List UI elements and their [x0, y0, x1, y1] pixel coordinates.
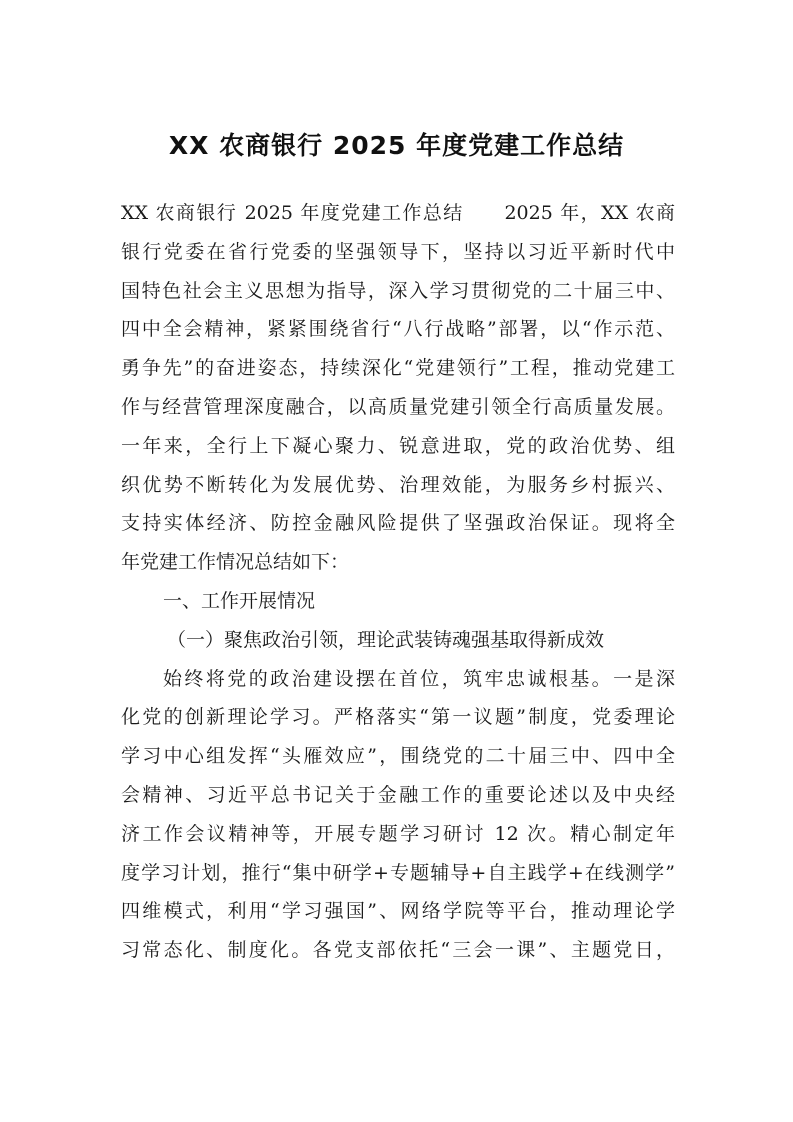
body-line: 一年来，全行上下凝心聚力、锐意进取，党的政治优势、组 — [121, 434, 675, 457]
body-line: 习常态化、制度化。各党支部依托“三会一课”、主题党日， — [121, 939, 675, 962]
body-line: 织优势不断转化为发展优势、治理效能，为服务乡村振兴、 — [121, 473, 675, 496]
body-line: 学习中心组发挥“头雁效应”，围绕党的二十届三中、四中全 — [121, 745, 675, 768]
document-title: XX 农商银行 2025 年度党建工作总结 — [168, 131, 625, 160]
body-line: 会精神、习近平总书记关于金融工作的重要论述以及中央经 — [121, 783, 675, 806]
body-line: 支持实体经济、防控金融风险提供了坚强政治保证。现将全 — [121, 512, 675, 535]
body-line: 始终将党的政治建设摆在首位，筑牢忠诚根基。一是深 — [163, 667, 675, 690]
section-heading: 一、工作开展情况 — [163, 589, 316, 612]
body-line: 四维模式，利用“学习强国”、网络学院等平台，推动理论学 — [121, 900, 675, 923]
body-line: 济工作会议精神等，开展专题学习研讨 12 次。精心制定年 — [121, 822, 675, 845]
body-line: 银行党委在省行党委的坚强领导下，坚持以习近平新时代中 — [121, 240, 675, 263]
subsection-heading: （一）聚焦政治引领，理论武装铸魂强基取得新成效 — [167, 628, 605, 651]
body-line: 勇争先”的奋进姿态，持续深化“党建领行”工程，推动党建工 — [121, 357, 675, 380]
body-line: 作与经营管理深度融合，以高质量党建引领全行高质量发展。 — [121, 395, 675, 418]
document-body — [121, 194, 675, 970]
body-line: XX 农商银行 2025 年度党建工作总结 2025 年，XX 农商 — [121, 202, 675, 224]
body-line: 年党建工作情况总结如下： — [121, 551, 350, 574]
body-line: 四中全会精神，紧紧围绕省行“八行战略”部署，以“作示范、 — [121, 318, 675, 341]
body-line: 国特色社会主义思想为指导，深入学习贯彻党的二十届三中、 — [121, 279, 675, 302]
body-line: 化党的创新理论学习。严格落实“第一议题”制度，党委理论 — [121, 706, 675, 729]
body-line: 度学习计划，推行“集中研学+专题辅导+自主践学+在线测学” — [121, 861, 675, 884]
